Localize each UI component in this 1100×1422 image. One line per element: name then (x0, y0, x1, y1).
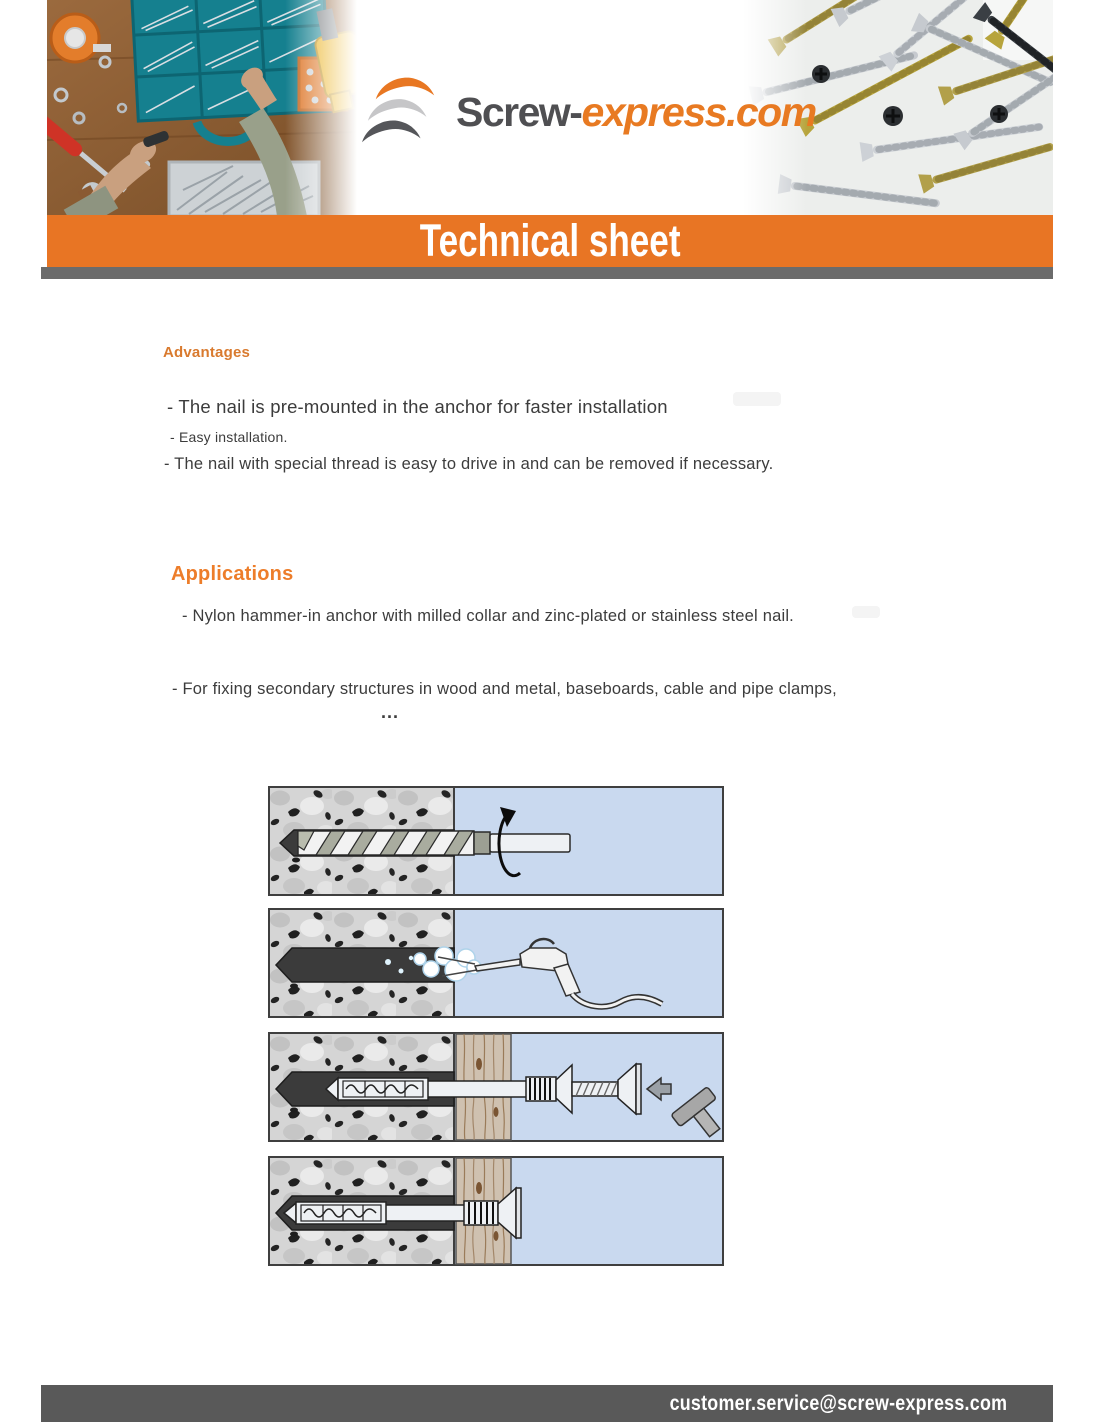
drill-hole-illustration (268, 786, 724, 896)
banner-shadow-bar (41, 267, 1053, 279)
list-item: - The nail is pre-mounted in the anchor for faster installation (167, 396, 668, 417)
list-item: - The nail with special thread is easy to drive in and can be removed if necessary. (164, 455, 774, 473)
workbench-tools-photo (47, 0, 357, 215)
logo-text-primary: Screw- (456, 88, 582, 135)
applications-heading: Applications (171, 563, 294, 585)
erased-text-artifact (733, 392, 781, 406)
list-item: - Easy installation. (170, 429, 288, 445)
blow-out-dust-illustration (268, 908, 724, 1018)
anchor-installed-illustration (268, 1156, 724, 1266)
logo-text (456, 89, 816, 136)
footer-bar (41, 1385, 1053, 1422)
hammer-in-anchor-illustration (268, 1032, 724, 1142)
contact-email[interactable]: customer.service@screw-express.com (669, 1391, 1007, 1415)
logo (360, 70, 816, 154)
list-item: - For fixing secondary structures in wood and metal, baseboards, cable and pipe clamps, (172, 680, 837, 698)
page-title: Technical sheet (419, 215, 681, 266)
advantages-heading: Advantages (163, 344, 251, 361)
logo-text-secondary: express.com (581, 88, 816, 135)
erased-text-artifact (852, 606, 880, 618)
title-banner (47, 215, 1053, 267)
list-item: - Nylon hammer-in anchor with milled collar and zinc-plated or stainless steel nail. (182, 607, 794, 625)
logo-swoosh-icon (360, 73, 448, 151)
list-item-ellipsis: ... (381, 702, 400, 722)
